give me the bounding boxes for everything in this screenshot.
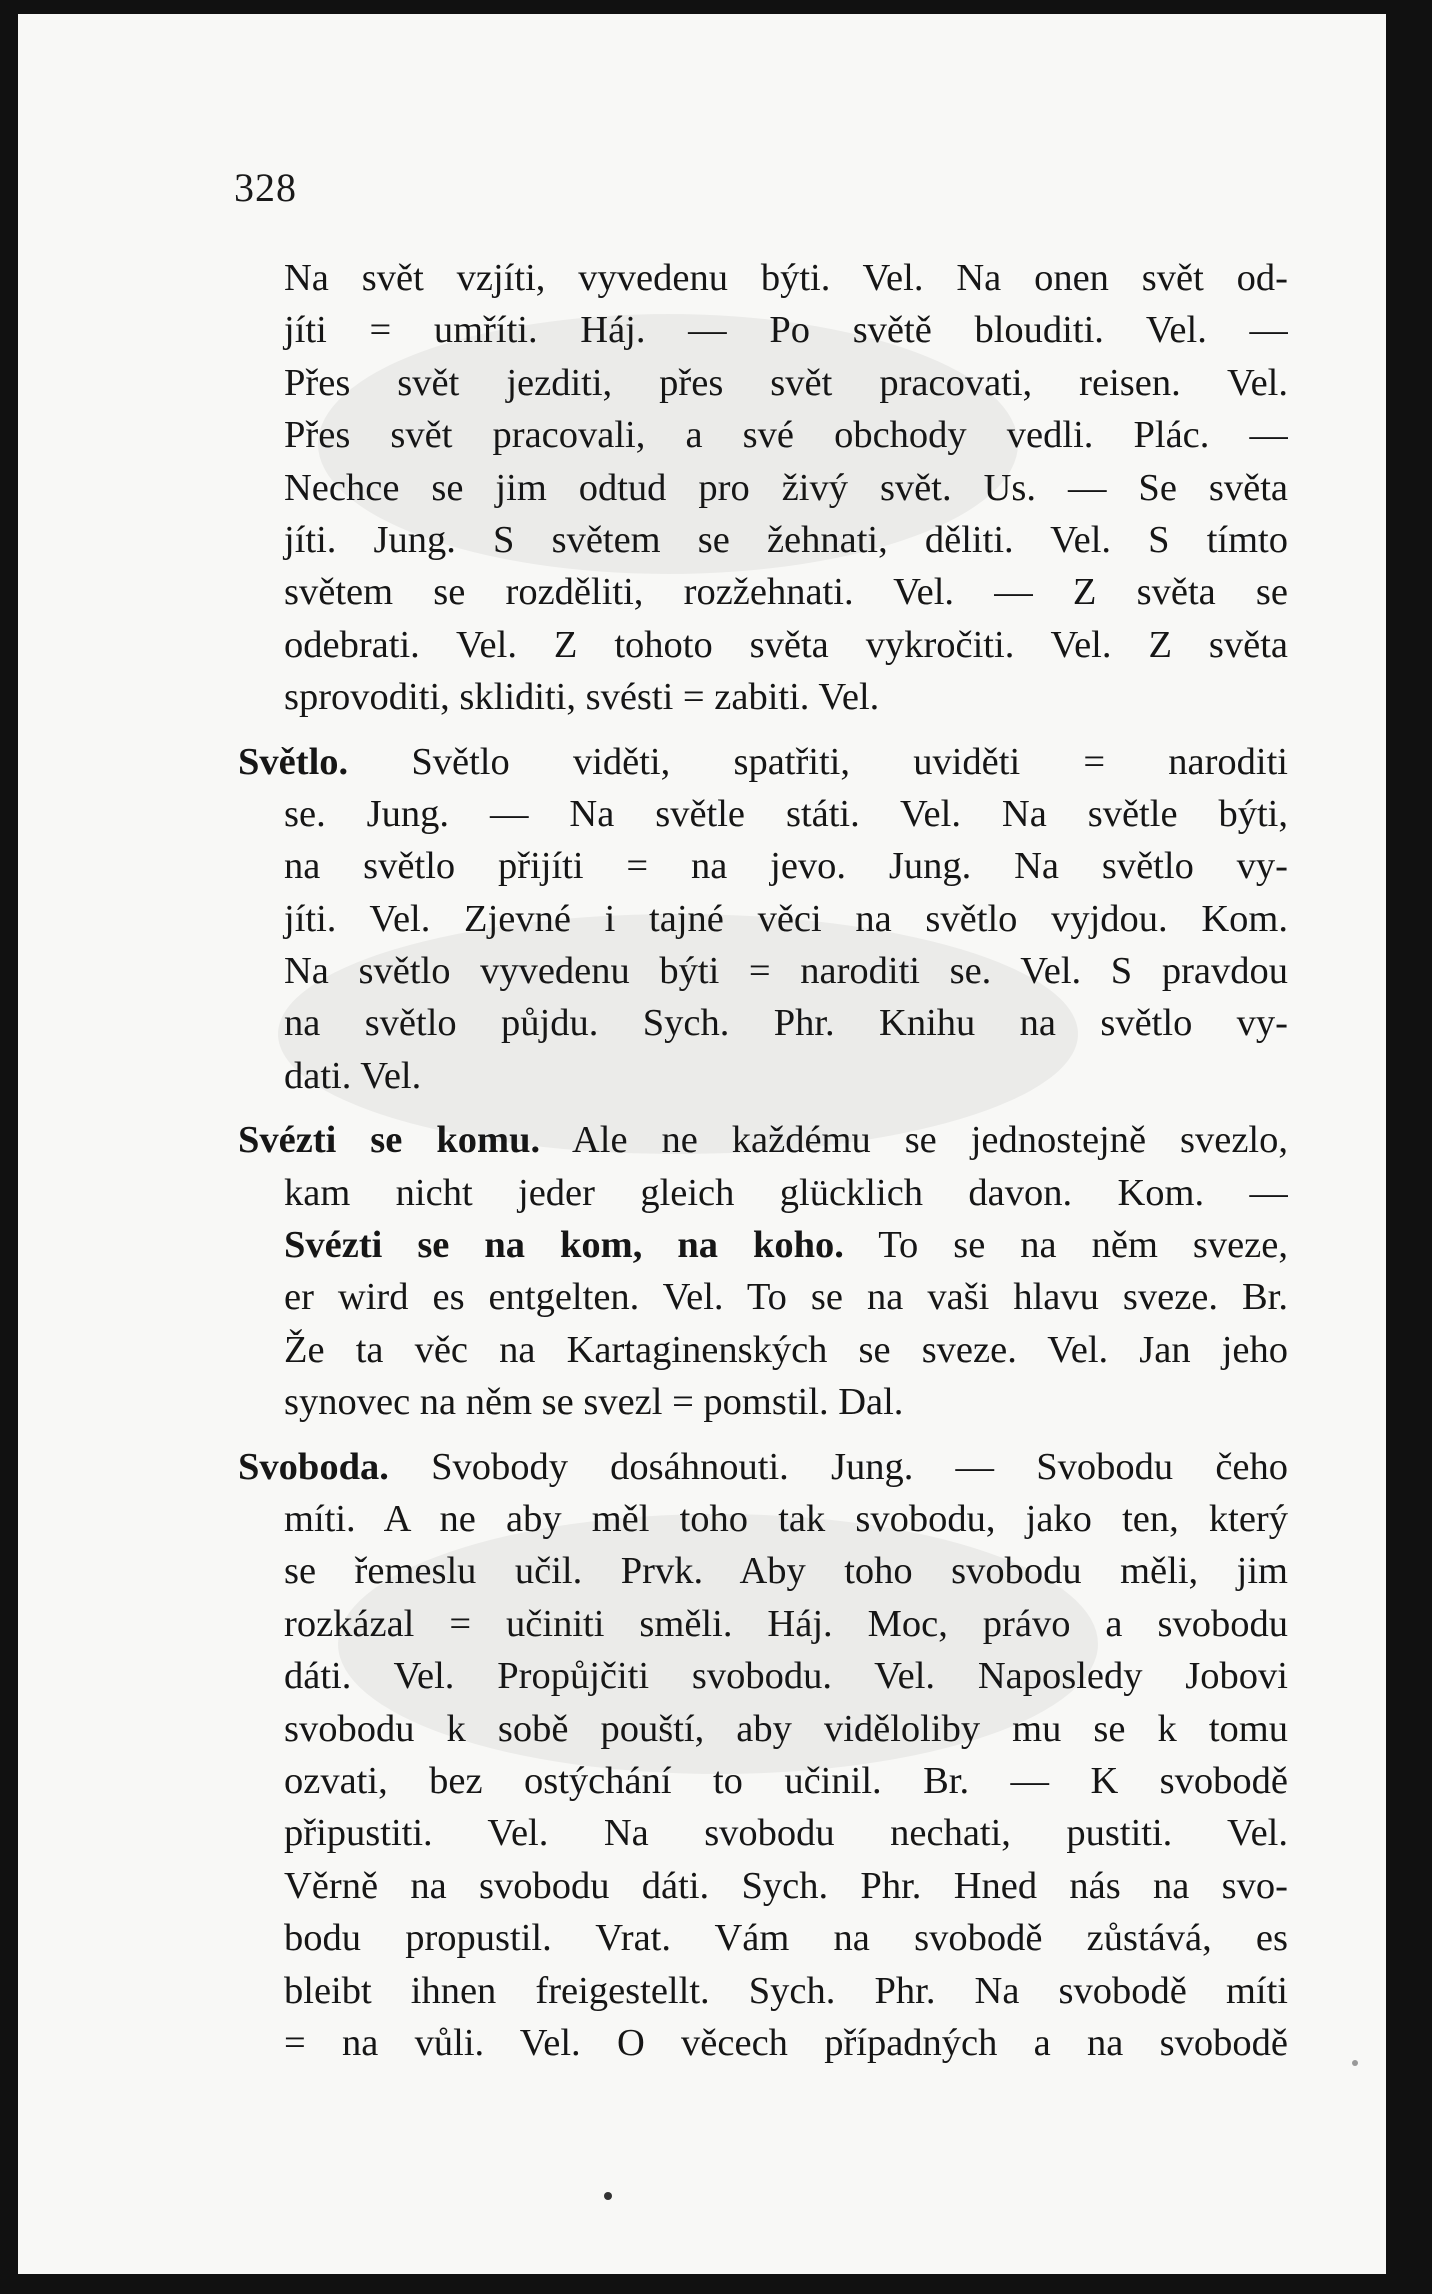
- entry-text: Světlo viděti, spatřiti, uviděti = naroditi: [411, 740, 1288, 783]
- text-line: Na světlo vyvedenu býti = naroditi se. Vel. S pravdou: [284, 950, 1288, 993]
- text-line: připustiti. Vel. Na svobodu nechati, pustiti. Vel.: [284, 1812, 1288, 1855]
- text-line: Nechce se jim odtud pro živý svět. Us. — Se světa: [284, 466, 1288, 509]
- text-line: jíti. Jung. S světem se žehnati, děliti. Vel. S tímto: [284, 518, 1288, 561]
- ink-speck: [604, 2192, 612, 2200]
- text-line: = na vůli. Vel. O věcech případných a na svobodě: [284, 2021, 1288, 2064]
- text-line: sprovoditi, skliditi, svésti = zabiti. Vel.: [284, 676, 880, 719]
- entry-continuation: [238, 252, 1288, 724]
- subheadword: Svézti se na kom, na koho.: [284, 1224, 844, 1267]
- text-line: Věrně na svobodu dáti. Sych. Phr. Hned nás na svo-: [284, 1864, 1288, 1907]
- entry-text: Svobody dosáhnouti. Jung. — Svobodu čeho: [431, 1445, 1288, 1488]
- text-line: Přes svět jezditi, přes svět pracovati, reisen. Vel.: [284, 361, 1288, 404]
- text-line: kam nicht jeder gleich glücklich davon. Kom. —: [284, 1171, 1288, 1214]
- text-line: Na svět vzjíti, vyvedenu býti. Vel. Na onen svět od-: [284, 257, 1288, 299]
- text-line: na světlo přijíti = na jevo. Jung. Na světlo vy-: [284, 845, 1288, 888]
- text-line: svobodu k sobě pouští, aby viděloliby mu se k tomu: [284, 1707, 1288, 1750]
- entry-text: Ale ne každému se jednostejně svezlo,: [571, 1119, 1288, 1162]
- headword: Svézti se komu.: [238, 1119, 541, 1162]
- text-line: se řemeslu učil. Prvk. Aby toho svobodu měli, jim: [284, 1550, 1288, 1593]
- entry-first-line: [238, 1114, 1288, 1166]
- text-line: dati. Vel.: [284, 1054, 422, 1097]
- dictionary-text: [238, 252, 1288, 2069]
- text-line: bodu propustil. Vrat. Vám na svobodě zůstává, es: [284, 1917, 1288, 1960]
- text-line: odebrati. Vel. Z tohoto světa vykročiti. Vel. Z světa: [284, 623, 1288, 666]
- text-line: světem se rozděliti, rozžehnati. Vel. — Z světa se: [284, 571, 1288, 614]
- page-number: 328: [234, 165, 297, 210]
- entry-svoboda: [238, 1441, 1288, 2070]
- entry-first-line: [238, 1441, 1288, 1493]
- text-line: míti. A ne aby měl toho tak svobodu, jako ten, který: [284, 1497, 1288, 1540]
- text-line: Že ta věc na Kartaginenských se sveze. Vel. Jan jeho: [284, 1328, 1288, 1371]
- text-line: Přes svět pracovali, a své obchody vedli. Plác. —: [284, 414, 1288, 457]
- text-line: rozkázal = učiniti směli. Háj. Moc, právo a svobodu: [284, 1602, 1288, 1645]
- entry-svetlo: [238, 736, 1288, 1103]
- headword: Svoboda.: [238, 1445, 389, 1488]
- text-line: ozvati, bez ostýchání to učinil. Br. — K svobodě: [284, 1759, 1288, 1802]
- text-line: dáti. Vel. Propůjčiti svobodu. Vel. Naposledy Jobovi: [284, 1655, 1288, 1698]
- entry-text: To se na něm sveze,: [878, 1224, 1288, 1267]
- text-line: jíti = umříti. Háj. — Po světě blouditi. Vel. —: [284, 309, 1288, 352]
- entry-first-line: [238, 736, 1288, 788]
- text-line-with-subheadword: [238, 1219, 1288, 1271]
- text-line: er wird es entgelten. Vel. To se na vaši hlavu sveze. Br.: [284, 1276, 1288, 1319]
- text-line: se. Jung. — Na světle státi. Vel. Na světle býti,: [284, 792, 1288, 835]
- text-line: synovec na něm se svezl = pomstil. Dal.: [284, 1381, 904, 1424]
- text-line: bleibt ihnen freigestellt. Sych. Phr. Na svobodě míti: [284, 1969, 1288, 2012]
- text-line: na světlo půjdu. Sych. Phr. Knihu na světlo vy-: [284, 1002, 1288, 1045]
- paper: [18, 14, 1386, 2274]
- headword: Světlo.: [238, 740, 349, 783]
- entry-svezti: [238, 1114, 1288, 1428]
- text-line: jíti. Vel. Zjevné i tajné věci na světlo vyjdou. Kom.: [284, 897, 1288, 940]
- ink-speck: [1352, 2060, 1358, 2066]
